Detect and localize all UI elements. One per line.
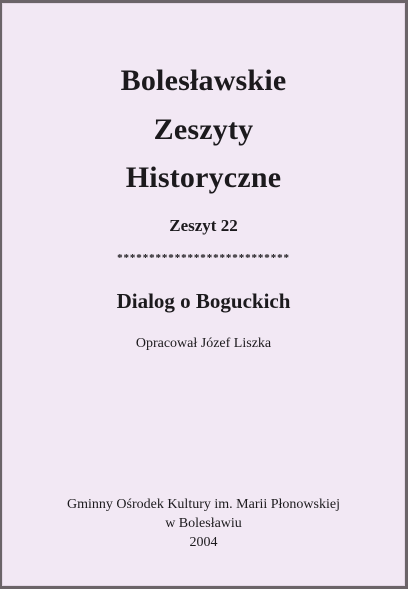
book-cover bbox=[2, 3, 405, 586]
title-line-1: Bolesławskie bbox=[120, 64, 287, 97]
asterisk-divider: *************************** bbox=[117, 252, 290, 264]
publisher-place: w Bolesławiu bbox=[165, 516, 242, 531]
publisher-block bbox=[2, 495, 405, 552]
editor-credit: Opracował Józef Liszka bbox=[135, 336, 272, 351]
title-line-2: Zeszyty bbox=[153, 113, 254, 146]
publisher-name: Gminny Ośrodek Kultury im. Marii Płonowskiej bbox=[67, 497, 340, 512]
subtitle: Dialog o Boguckich bbox=[116, 289, 291, 313]
publication-year: 2004 bbox=[189, 535, 218, 550]
issue-number: Zeszyt 22 bbox=[169, 216, 238, 235]
title-line-3: Historyczne bbox=[125, 161, 282, 194]
